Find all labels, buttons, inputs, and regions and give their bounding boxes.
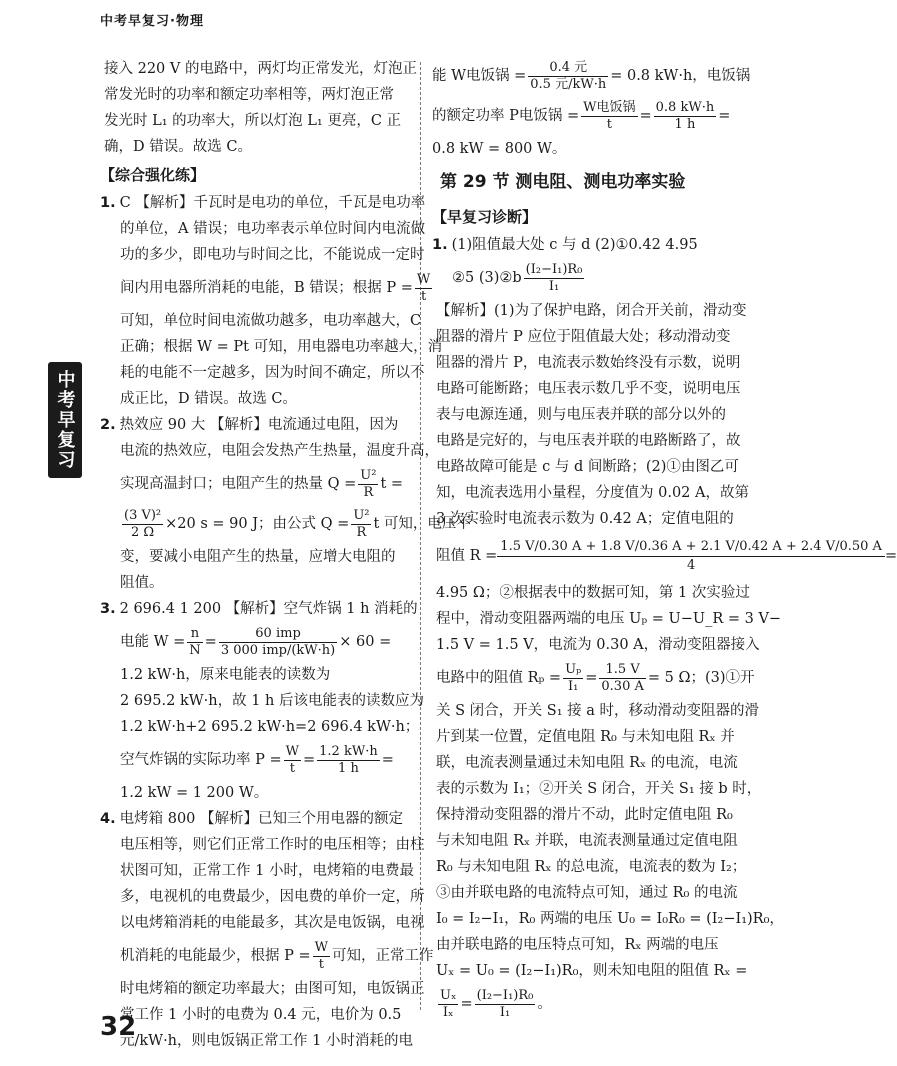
fraction-numerator: U² bbox=[353, 507, 370, 523]
fraction-numerator: 0.8 kW·h bbox=[655, 99, 715, 115]
intro-line: 常发光时的功率和额定功率相等，两灯泡正常 bbox=[104, 87, 394, 103]
analysis-line: 联，电流表测量通过未知电阻 Rₓ 的电流，电流 bbox=[436, 755, 738, 771]
q4-formula-text: 机消耗的电能最少，根据 P = bbox=[120, 948, 311, 964]
section-title: 第 29 节 测电阻、测电功率实验 bbox=[440, 172, 686, 192]
q2-line bbox=[100, 412, 410, 438]
page-number: 32 bbox=[100, 1012, 137, 1042]
analysis-line: 表与电源连通，则与电压表并联的部分以外的 bbox=[436, 407, 726, 423]
fraction-denominator: 1 h bbox=[674, 116, 696, 132]
analysis-line: 4.95 Ω；②根据表中的数据可知，第 1 次实验过 bbox=[436, 585, 750, 601]
analysis-line: 【解析】(1)为了保护电路，闭合开关前，滑动变 bbox=[436, 303, 747, 319]
fraction-numerator: (3 V)² bbox=[124, 507, 162, 523]
fraction-numerator: W bbox=[314, 939, 328, 955]
q3-line bbox=[100, 596, 418, 622]
fraction bbox=[317, 744, 380, 777]
q4-formula-line bbox=[100, 936, 434, 976]
analysis-line: Uₓ = U₀ = (I₂−I₁)R₀，则未知电阻的阻值 Rₓ = bbox=[436, 963, 748, 979]
formula-text: 电路中的阻值 Rₚ = bbox=[436, 670, 562, 686]
final-formula-line bbox=[432, 984, 742, 1024]
formula-text: 。 bbox=[537, 996, 552, 1012]
fraction bbox=[358, 468, 378, 501]
fraction-denominator: N bbox=[189, 642, 201, 658]
formula-text: 能 W电饭锅 = bbox=[432, 68, 527, 84]
fraction-denominator: t bbox=[420, 288, 427, 304]
answer-line bbox=[432, 232, 742, 258]
rp-formula-line bbox=[432, 658, 755, 698]
formula-text: = bbox=[884, 548, 897, 564]
analysis-line: 电路是完好的，与电压表并联的电路断路了，故 bbox=[436, 433, 741, 449]
section-heading: 【综合强化练】 bbox=[100, 166, 206, 184]
fraction bbox=[654, 100, 717, 133]
fraction-denominator: I₁ bbox=[567, 678, 579, 694]
fraction-denominator: t bbox=[318, 956, 324, 972]
q2-text: 热效应 90 大 【解析】电流通过电阻，因为 bbox=[119, 417, 399, 433]
analysis-line: 3 次实验时电流表示数为 0.42 A；定值电阻的 bbox=[436, 511, 734, 527]
analysis-line: 表的示数为 I₁；②开关 S 闭合，开关 S₁ 接 b 时， bbox=[436, 781, 762, 797]
q1-line: 耗的电能不一定越多，因为时间不确定，所以不 bbox=[120, 365, 425, 381]
analysis-line: 程中，滑动变阻器两端的电压 Uₚ = U−U_R = 3 V− bbox=[436, 611, 782, 627]
formula-text: = bbox=[718, 108, 731, 124]
q4-line: 元/kW·h，则电饭锅正常工作 1 小时消耗的电 bbox=[120, 1033, 413, 1049]
formula-text: 的额定功率 P电饭锅 = bbox=[432, 108, 580, 124]
q4-line: 以电烤箱消耗的电能最多，其次是电饭锅，电视 bbox=[120, 915, 425, 931]
fraction-numerator: 1.2 kW·h bbox=[319, 743, 378, 759]
q2-formula-text: t 可知，电压不 bbox=[373, 516, 471, 532]
answer-number: 1. bbox=[432, 237, 448, 253]
fraction-denominator: 0.30 A bbox=[601, 678, 644, 694]
q1-line: 可知，单位时间电流做功越多，电功率越大，C bbox=[120, 313, 422, 329]
formula-text: = bbox=[585, 670, 598, 686]
answer-text: (1)阻值最大处 c 与 d (2)①0.42 4.95 bbox=[451, 237, 698, 253]
intro-line: 接入 220 V 的电路中，两灯均正常发光，灯泡正 bbox=[104, 61, 417, 77]
q2-formula-line bbox=[100, 504, 471, 544]
fraction bbox=[219, 626, 337, 659]
q2-formula-text: 实现高温封口；电阻产生的热量 Q = bbox=[120, 476, 357, 492]
q3-formula-text: 空气炸锅的实际功率 P = bbox=[120, 752, 282, 768]
fraction-numerator: W bbox=[285, 743, 299, 759]
fraction-numerator: Uₚ bbox=[565, 661, 582, 677]
q4-line: 多，电视机的电费最少，因电费的单价一定，所 bbox=[120, 889, 425, 905]
q4-line bbox=[100, 806, 410, 832]
formula-line bbox=[432, 96, 742, 136]
analysis-line: I₀ = I₂−I₁，R₀ 两端的电压 U₀ = I₀R₀ = (I₂−I₁)R₀， bbox=[436, 911, 784, 927]
sub-heading: 【早复习诊断】 bbox=[432, 208, 538, 226]
answer-text: ②5 (3)②b bbox=[452, 270, 522, 286]
fraction-numerator: Uₓ bbox=[440, 987, 457, 1003]
q2-line: 变，要减小电阻产生的热量，应增大电阻的 bbox=[120, 549, 396, 565]
fraction-numerator: 60 imp bbox=[219, 626, 337, 643]
fraction-denominator: R bbox=[356, 524, 367, 540]
fraction-denominator: I₁ bbox=[499, 1004, 511, 1020]
formula-text: = 5 Ω；(3)①开 bbox=[647, 670, 755, 686]
fraction-denominator: t bbox=[289, 760, 295, 776]
q1-text: C 【解析】千瓦时是电功的单位，千瓦是电功率 bbox=[119, 195, 426, 211]
q2-line: 电流的热效应，电阻会发热产生热量，温度升高， bbox=[120, 443, 439, 459]
q4-line: 电压相等，则它们正常工作时的电压相等；由柱 bbox=[120, 837, 425, 853]
fraction bbox=[563, 662, 583, 695]
analysis-line: 知，电流表选用小量程，分度值为 0.02 A，故第 bbox=[436, 485, 749, 501]
analysis-line: 片到某一位置，定值电阻 R₀ 与未知电阻 Rₓ 并 bbox=[436, 729, 735, 745]
analysis-line: R₀ 与未知电阻 Rₓ 的总电流，电流表的数为 I₂； bbox=[436, 859, 747, 875]
q1-line: 正确；根据 W = Pt 可知，用电器电功率越大，消 bbox=[120, 339, 443, 355]
text-line: 0.8 kW = 800 W。 bbox=[432, 141, 567, 157]
fraction-denominator: t bbox=[606, 116, 612, 132]
q2-number: 2. bbox=[100, 417, 116, 433]
fraction-denominator: 4 bbox=[686, 557, 696, 573]
fraction bbox=[524, 262, 585, 295]
analysis-line: 阻器的滑片 P，电流表示数始终没有示数，说明 bbox=[436, 355, 741, 371]
q1-formula-text: 间内用电器所消耗的电能，B 错误；根据 P = bbox=[120, 280, 413, 296]
fraction-denominator: 2 Ω bbox=[130, 524, 155, 540]
fraction-numerator: (I₂−I₁)R₀ bbox=[525, 261, 583, 277]
fraction-numerator: n bbox=[187, 626, 202, 643]
formula-line bbox=[432, 56, 751, 96]
answer-formula-line bbox=[432, 258, 742, 298]
fraction bbox=[415, 272, 432, 305]
q3-line: 1.2 kW·h+2 695.2 kW·h=2 696.4 kW·h； bbox=[120, 719, 420, 735]
analysis-line: 电路故障可能是 c 与 d 间断路；(2)①由图乙可 bbox=[436, 459, 739, 475]
q3-formula-text: = bbox=[303, 752, 316, 768]
analysis-line: 与未知电阻 Rₓ 并联，电流表测量通过定值电阻 bbox=[436, 833, 738, 849]
fraction-denominator: I₁ bbox=[548, 278, 560, 294]
fraction bbox=[122, 508, 163, 541]
q3-number: 3. bbox=[100, 601, 116, 617]
fraction bbox=[475, 988, 536, 1021]
fraction-numerator: W电饭锅 bbox=[583, 99, 636, 115]
fraction-denominator: 3 000 imp/(kW·h) bbox=[220, 642, 336, 658]
fraction-denominator: 0.5 元/kW·h bbox=[530, 76, 607, 92]
q3-text: 2 696.4 1 200 【解析】空气炸锅 1 h 消耗的 bbox=[119, 601, 418, 617]
q3-formula-line bbox=[100, 622, 410, 662]
analysis-line: 1.5 V = 1.5 V，电流为 0.30 A，滑动变阻器接入 bbox=[436, 637, 760, 653]
analysis-line: 由并联电路的电压特点可知，Rₓ 两端的电压 bbox=[436, 937, 719, 953]
formula-text: 阻值 R = bbox=[436, 548, 498, 564]
fraction bbox=[438, 988, 458, 1021]
q1-line bbox=[100, 190, 426, 216]
intro-line: 发光时 L₁ 的功率大，所以灯泡 L₁ 更亮，C 正 bbox=[104, 113, 402, 129]
fraction bbox=[581, 100, 637, 133]
fraction-numerator: (I₂−I₁)R₀ bbox=[476, 987, 534, 1003]
fraction-numerator: 0.4 元 bbox=[528, 60, 608, 77]
fraction bbox=[187, 626, 202, 659]
fraction-numerator: 1.5 V/0.30 A + 1.8 V/0.36 A + 2.1 V/0.42 A + 2.4 V/0.50 A bbox=[497, 538, 885, 557]
q1-line: 功的多少，即电功与时间之比，不能说成一定时 bbox=[120, 247, 425, 263]
q2-formula-line bbox=[100, 464, 410, 504]
fraction bbox=[284, 744, 301, 777]
formula-text: = 0.8 kW·h，电饭锅 bbox=[610, 68, 751, 84]
analysis-line: 电路可能断路；电压表示数几乎不变，说明电压 bbox=[436, 381, 741, 397]
fraction bbox=[351, 508, 371, 541]
analysis-line: 阻器的滑片 P 应位于阻值最大处；移动滑动变 bbox=[436, 329, 731, 345]
fraction bbox=[528, 60, 608, 93]
fraction-numerator: W bbox=[416, 271, 431, 287]
fraction-numerator: 1.5 V bbox=[599, 662, 645, 679]
q2-formula-text: ×20 s = 90 J；由公式 Q = bbox=[165, 516, 350, 532]
q3-line: 2 695.2 kW·h，故 1 h 后该电能表的读数应为 bbox=[120, 693, 424, 709]
q3-formula-text: = bbox=[204, 634, 217, 650]
average-fraction bbox=[497, 538, 885, 575]
analysis-line: 关 S 闭合，开关 S₁ 接 a 时，移动滑动变阻器的滑 bbox=[436, 703, 759, 719]
analysis-line: 保持滑动变阻器的滑片不动，此时定值电阻 R₀ bbox=[436, 807, 733, 823]
q3-formula-text: 电能 W = bbox=[120, 634, 186, 650]
q4-number: 4. bbox=[100, 811, 116, 827]
average-formula-line bbox=[432, 532, 897, 580]
q2-formula-text: t = bbox=[380, 476, 404, 492]
fraction-denominator: R bbox=[363, 484, 374, 500]
q2-line: 阻值。 bbox=[120, 575, 164, 591]
q1-number: 1. bbox=[100, 195, 116, 211]
q4-line: 常工作 1 小时的电费为 0.4 元，电价为 0.5 bbox=[120, 1007, 402, 1023]
fraction-numerator: U² bbox=[360, 467, 377, 483]
q3-formula-text: × 60 = bbox=[339, 634, 392, 650]
q3-formula-line bbox=[100, 740, 410, 780]
right-column bbox=[432, 56, 897, 1024]
formula-text: = bbox=[639, 108, 652, 124]
fraction bbox=[599, 662, 645, 695]
analysis-line: ③由并联电路的电流特点可知，通过 R₀ 的电流 bbox=[436, 885, 738, 901]
q3-line: 1.2 kW·h，原来电能表的读数为 bbox=[120, 667, 331, 683]
q4-formula-text: 可知，正常工作 bbox=[332, 948, 434, 964]
formula-text: = bbox=[460, 996, 473, 1012]
fraction-denominator: Iₓ bbox=[442, 1004, 454, 1020]
q3-formula-text: = bbox=[381, 752, 394, 768]
q4-line: 状图可知，正常工作 1 小时，电烤箱的电费最 bbox=[120, 863, 414, 879]
side-tab: 中考早复习 bbox=[48, 362, 82, 478]
q3-line: 1.2 kW = 1 200 W。 bbox=[120, 785, 269, 801]
intro-line: 确，D 错误。故选 C。 bbox=[104, 139, 252, 155]
q1-line: 成正比，D 错误。故选 C。 bbox=[120, 391, 297, 407]
fraction-denominator: 1 h bbox=[338, 760, 359, 776]
q1-formula-line bbox=[100, 268, 431, 308]
q1-line: 的单位，A 错误；电功率表示单位时间内电流做 bbox=[120, 221, 426, 237]
page-header: 中考早复习·物理 bbox=[100, 14, 204, 29]
fraction bbox=[313, 940, 330, 973]
q4-text: 电烤箱 800 【解析】已知三个用电器的额定 bbox=[119, 811, 404, 827]
q4-line: 时电烤箱的额定功率最大；由图可知，电饭锅正 bbox=[120, 981, 425, 997]
